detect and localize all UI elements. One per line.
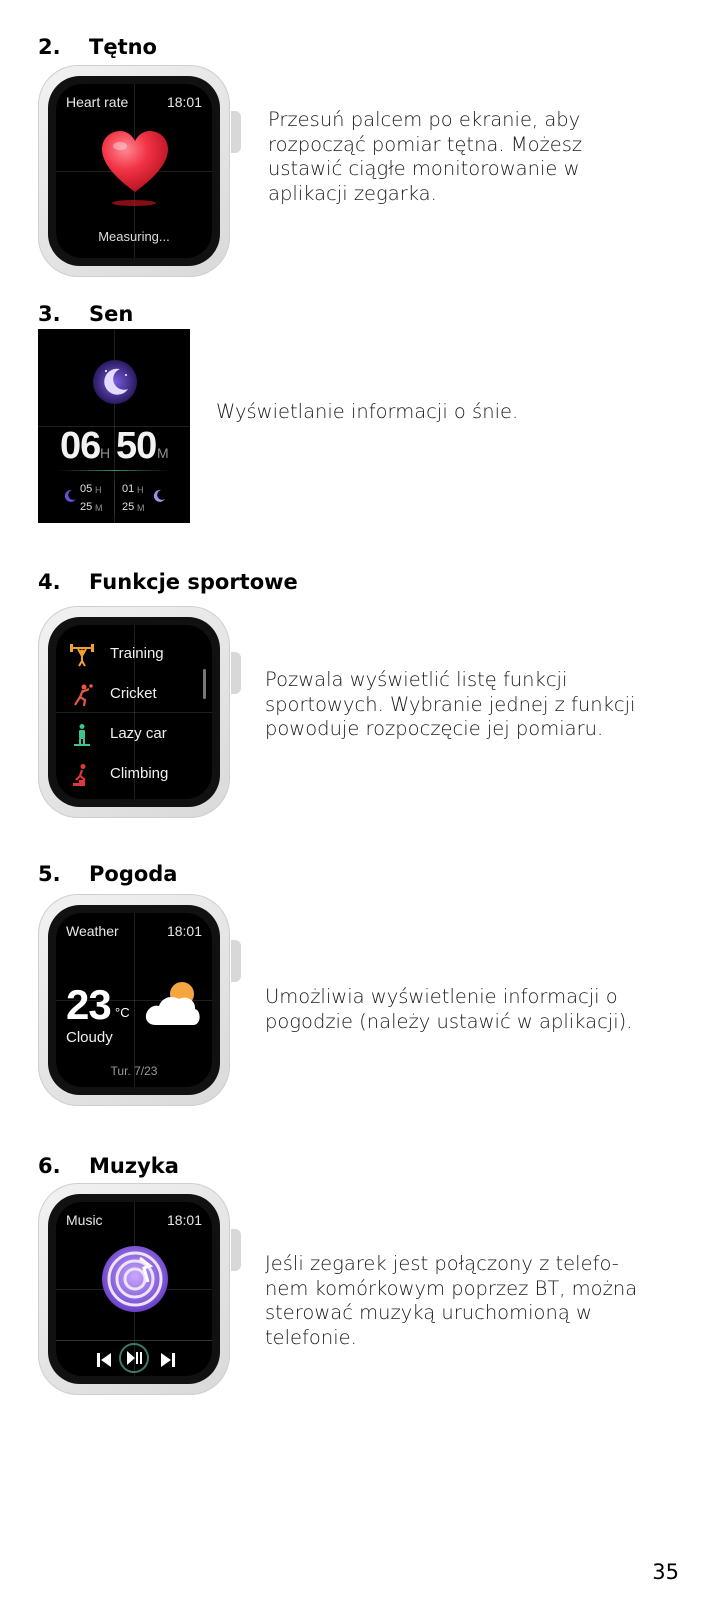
light-hours: 01	[122, 483, 135, 495]
section-heading-sleep	[38, 302, 133, 326]
playback-controls	[56, 1340, 212, 1376]
watch-screen	[56, 1202, 212, 1376]
watch-screen	[56, 913, 212, 1087]
music-disc-icon	[100, 1244, 170, 1314]
section-description: Pozwala wyświetlić listę funkcji sportowych. Wybranie jednej z funkcji powoduje rozpoczęcie jej pomiaru.	[265, 668, 636, 740]
section-number: 5.	[38, 862, 61, 886]
section-title: Pogoda	[89, 862, 178, 886]
weather-condition: Cloudy	[66, 1029, 113, 1046]
page-number: 35	[652, 1560, 679, 1584]
watch-crown	[231, 111, 241, 153]
section-title: Sen	[89, 302, 134, 326]
deep-minutes-unit: M	[95, 503, 103, 513]
light-minutes: 25	[122, 501, 135, 513]
climbing-icon	[70, 763, 94, 787]
measuring-status: Measuring...	[98, 229, 170, 244]
section-description: Jeśli zegarek jest połączony z telefo-nem komórkowym poprzez BT, można sterować muzyką uruchomioną w telefonie.	[265, 1252, 638, 1349]
section-heading-sports	[38, 570, 298, 594]
previous-track-icon[interactable]	[96, 1352, 112, 1373]
screen-title: Weather	[66, 923, 119, 939]
screen-title: Heart rate	[66, 94, 129, 110]
watch-sports	[38, 606, 232, 820]
sport-label: Training	[110, 645, 164, 662]
section-description: Umożliwia wyświetlenie informacji o pogodzie (należy ustawić w aplikacji).	[265, 985, 633, 1033]
watch-screen	[56, 84, 212, 258]
watch-crown	[231, 652, 241, 694]
weather-date: Tur. 7/23	[110, 1064, 158, 1078]
deep-hours: 05	[80, 483, 93, 495]
light-minutes-unit: M	[137, 503, 145, 513]
deep-hours-unit: H	[95, 485, 102, 495]
section-description: Wyświetlanie informacji o śnie.	[216, 400, 519, 423]
deep-sleep-icon	[63, 489, 77, 508]
heart-icon	[100, 130, 170, 196]
screen-time: 18:01	[166, 94, 202, 110]
screen-title: Music	[66, 1212, 103, 1228]
sleep-screen	[38, 329, 190, 523]
watch-crown	[231, 1229, 241, 1271]
deep-minutes: 25	[80, 501, 93, 513]
section-title: Muzyka	[89, 1154, 179, 1178]
section-heading-heart-rate	[38, 35, 157, 59]
heart-shadow	[112, 200, 156, 206]
section-number: 6.	[38, 1154, 61, 1178]
temperature: 23	[66, 981, 111, 1028]
sleep-minutes: 50	[116, 425, 157, 467]
sport-label: Climbing	[110, 765, 169, 782]
scrollbar[interactable]	[203, 669, 206, 699]
sleep-hours-unit: H	[100, 445, 111, 461]
light-hours-unit: H	[137, 485, 144, 495]
partly-cloudy-icon	[142, 979, 202, 1029]
section-heading-weather	[38, 862, 177, 886]
watch-music	[38, 1183, 232, 1397]
moon-icon	[90, 357, 140, 407]
weightlifting-icon	[70, 643, 94, 667]
sleep-minutes-unit: M	[157, 445, 169, 461]
sport-label: Lazy car	[110, 725, 167, 742]
screen-time: 18:01	[166, 1212, 202, 1228]
section-title: Funkcje sportowe	[89, 570, 298, 594]
section-heading-music	[38, 1154, 179, 1178]
section-title: Tętno	[89, 35, 157, 59]
next-track-icon[interactable]	[160, 1352, 176, 1373]
screen-time: 18:01	[166, 923, 202, 939]
watch-crown	[231, 940, 241, 982]
sleep-hours: 06	[60, 425, 101, 467]
play-pause-button[interactable]	[119, 1343, 149, 1373]
watch-weather	[38, 894, 232, 1108]
light-sleep-icon	[152, 489, 166, 508]
watch-heart-rate	[38, 65, 232, 279]
cricket-icon	[70, 683, 94, 707]
lazy-car-icon	[70, 723, 94, 747]
section-description: Przesuń palcem po ekranie, aby rozpocząć pomiar tętna. Możesz ustawić ciągłe monitorowanie w aplikacji zegarka.	[268, 108, 583, 205]
sleep-divider	[58, 470, 170, 471]
section-number: 2.	[38, 35, 61, 59]
sport-label: Cricket	[110, 685, 157, 702]
section-number: 3.	[38, 302, 61, 326]
section-number: 4.	[38, 570, 61, 594]
watch-screen	[56, 625, 212, 799]
temperature-unit: °C	[115, 1005, 130, 1020]
